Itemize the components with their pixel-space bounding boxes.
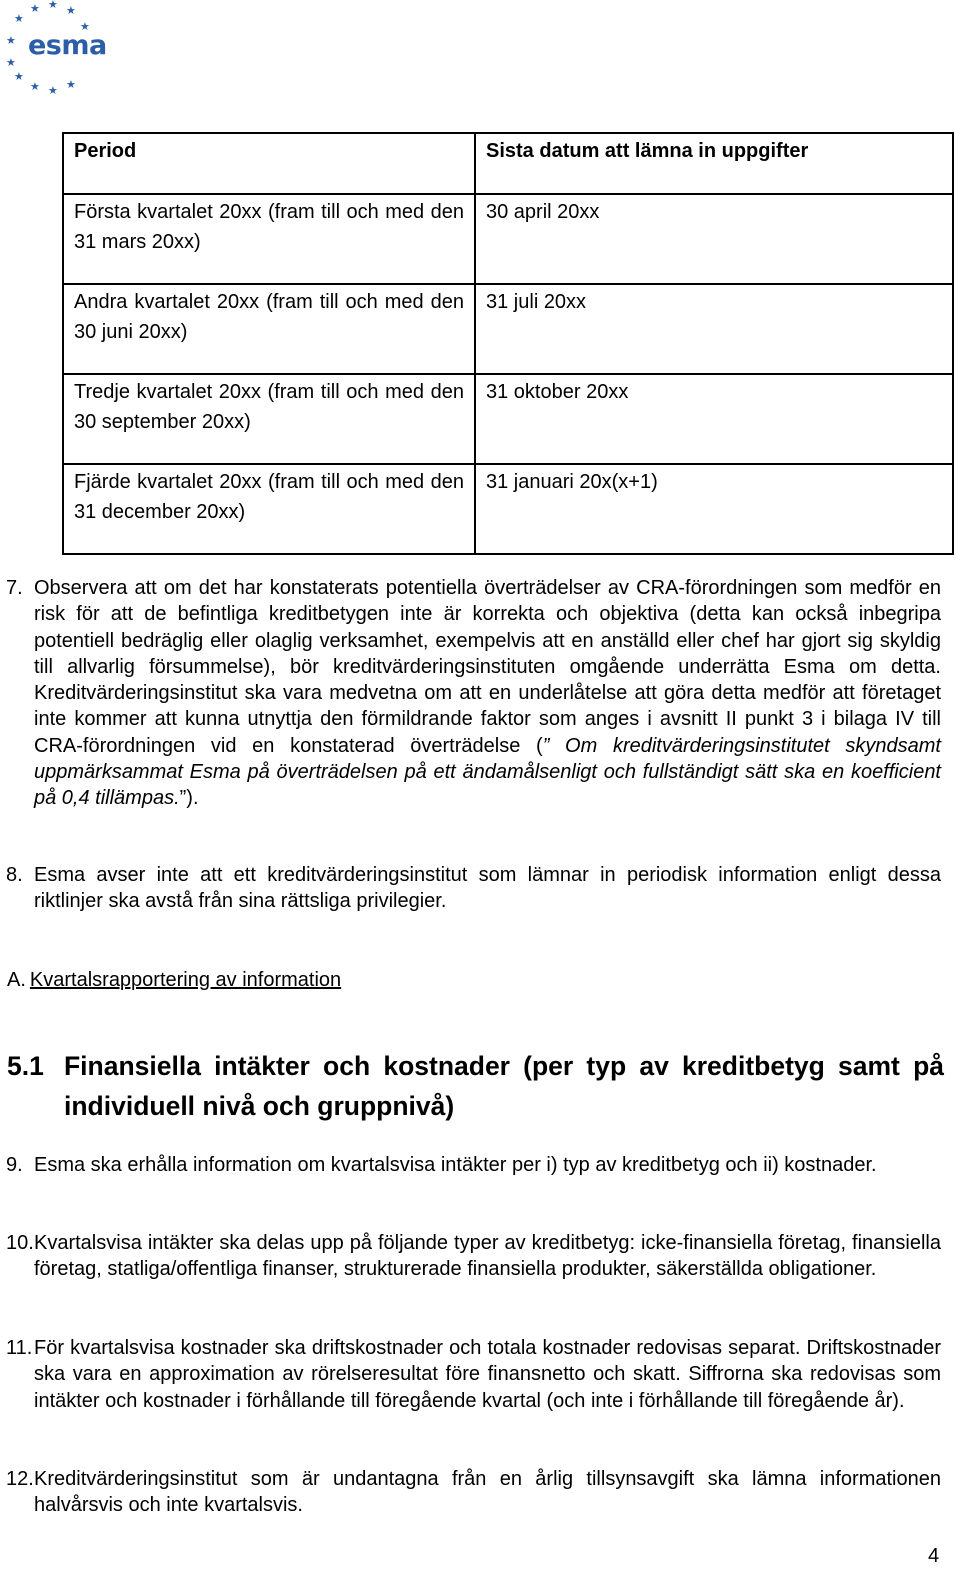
section-a-heading: [7, 967, 341, 993]
paragraph-number: 8.: [6, 864, 23, 886]
paragraph-number: 10.: [6, 1232, 34, 1254]
table-row: [63, 194, 953, 284]
star-icon: ★: [30, 81, 40, 93]
reporting-deadlines-table: [62, 132, 954, 555]
star-icon: ★: [14, 13, 24, 25]
paragraph-12: [6, 1466, 941, 1519]
star-icon: ★: [6, 35, 16, 47]
paragraph-text: Esma avser inte att ett kreditvärderingsinstitut som lämnar in periodisk information enligt dessa riktlinjer ska avstå från sina rättsliga privilegier.: [34, 864, 941, 913]
paragraph-8: [6, 862, 941, 915]
table-row: [63, 374, 953, 464]
star-icon: ★: [30, 3, 40, 15]
paragraph-number: 7.: [6, 577, 23, 599]
section-title: Kvartalsrapportering av information: [29, 969, 342, 991]
paragraph-11: [6, 1335, 941, 1414]
paragraph-7: [6, 575, 941, 812]
paragraph-tail: ”).: [179, 787, 199, 810]
star-icon: ★: [66, 5, 76, 17]
table-header-row: [63, 133, 953, 194]
header-period: Period: [63, 133, 475, 194]
period-cell: Tredje kvartalet 20xx (fram till och med den 30 september 20xx): [63, 374, 475, 464]
deadline-cell: 31 juli 20xx: [475, 284, 953, 374]
deadline-cell: 31 oktober 20xx: [475, 374, 953, 464]
table-row: [63, 284, 953, 374]
page-number: 4: [928, 1545, 940, 1567]
star-icon: ★: [80, 21, 90, 33]
paragraph-text: Kreditvärderingsinstitut som är undantagna från en årlig tillsynsavgift ska lämna informationen halvårsvis och inte kvartalsvis.: [34, 1468, 941, 1517]
section-label: A.: [7, 969, 26, 991]
period-cell: Andra kvartalet 20xx (fram till och med den 30 juni 20xx): [63, 284, 475, 374]
star-icon: ★: [6, 57, 16, 69]
paragraph-text: För kvartalsvisa kostnader ska driftskostnader och totala kostnader redovisas separat. Driftskostnader ska vara en approximation av rörelseresultat före finansnetto och skatt. Siffrorna ska redovisas som intäkter och kostnader i förhållande till föregående kvartal (och inte i förhållande till föregående år).: [34, 1337, 941, 1412]
deadline-cell: 31 januari 20x(x+1): [475, 464, 953, 554]
star-icon: ★: [66, 79, 76, 91]
paragraph-number: 9.: [6, 1154, 23, 1176]
paragraph-10: [6, 1230, 941, 1283]
star-icon: ★: [48, 85, 58, 97]
period-cell: Första kvartalet 20xx (fram till och med den 31 mars 20xx): [63, 194, 475, 284]
quoted-text: ” Om kreditvärderingsinstitutet skyndsamt uppmärksammat Esma på överträdelsen på ett ändamålsenligt och fullständigt sätt ska en koefficient på 0,4 tillämpas.: [34, 734, 941, 810]
paragraph-text: Observera att om det har konstaterats potentiella överträdelser av CRA-förordningen som medför en risk för att de befintliga kreditbetygen inte är korrekta och objektiva (detta kan också inbegripa potentiell bedräglig eller olaglig verksamhet, exempelvis att en anställd eller chef har gjort sig skyldig till allvarlig försummelse), bör kreditvärderingsinstituten omgående underrätta Esma om detta. Kreditvärderingsinstitut ska vara medvetna om att en underlåtelse att göra detta medför att företaget inte kommer att kunna utnyttja den förmildrande faktor som anges i avsnitt II punkt 3 i bilaga IV till CRA-förordningen vid en konstaterad överträdelse (: [34, 577, 941, 757]
paragraph-number: 11.: [6, 1337, 33, 1359]
heading-title: Finansiella intäkter och kostnader (per typ av kreditbetyg samt på individuell nivå och gruppnivå): [64, 1051, 944, 1121]
star-icon: ★: [48, 0, 58, 11]
esma-logo: [0, 0, 110, 100]
paragraph-9: [6, 1152, 941, 1178]
deadline-cell: 30 april 20xx: [475, 194, 953, 284]
logo-text: esma: [28, 30, 107, 61]
paragraph-text: Kvartalsvisa intäkter ska delas upp på följande typer av kreditbetyg: icke-finansiella företag, finansiella företag, statliga/offentliga finanser, strukturerade finansiella produkter, säkerställda obligationer.: [34, 1232, 941, 1281]
period-cell: Fjärde kvartalet 20xx (fram till och med den 31 december 20xx): [63, 464, 475, 554]
header-deadline: Sista datum att lämna in uppgifter: [475, 133, 953, 194]
table-row: [63, 464, 953, 554]
heading-number: 5.1: [7, 1051, 44, 1081]
paragraph-number: 12.: [6, 1468, 34, 1490]
paragraph-text: Esma ska erhålla information om kvartalsvisa intäkter per i) typ av kreditbetyg och ii) kostnader.: [34, 1154, 877, 1176]
star-icon: ★: [14, 71, 24, 83]
